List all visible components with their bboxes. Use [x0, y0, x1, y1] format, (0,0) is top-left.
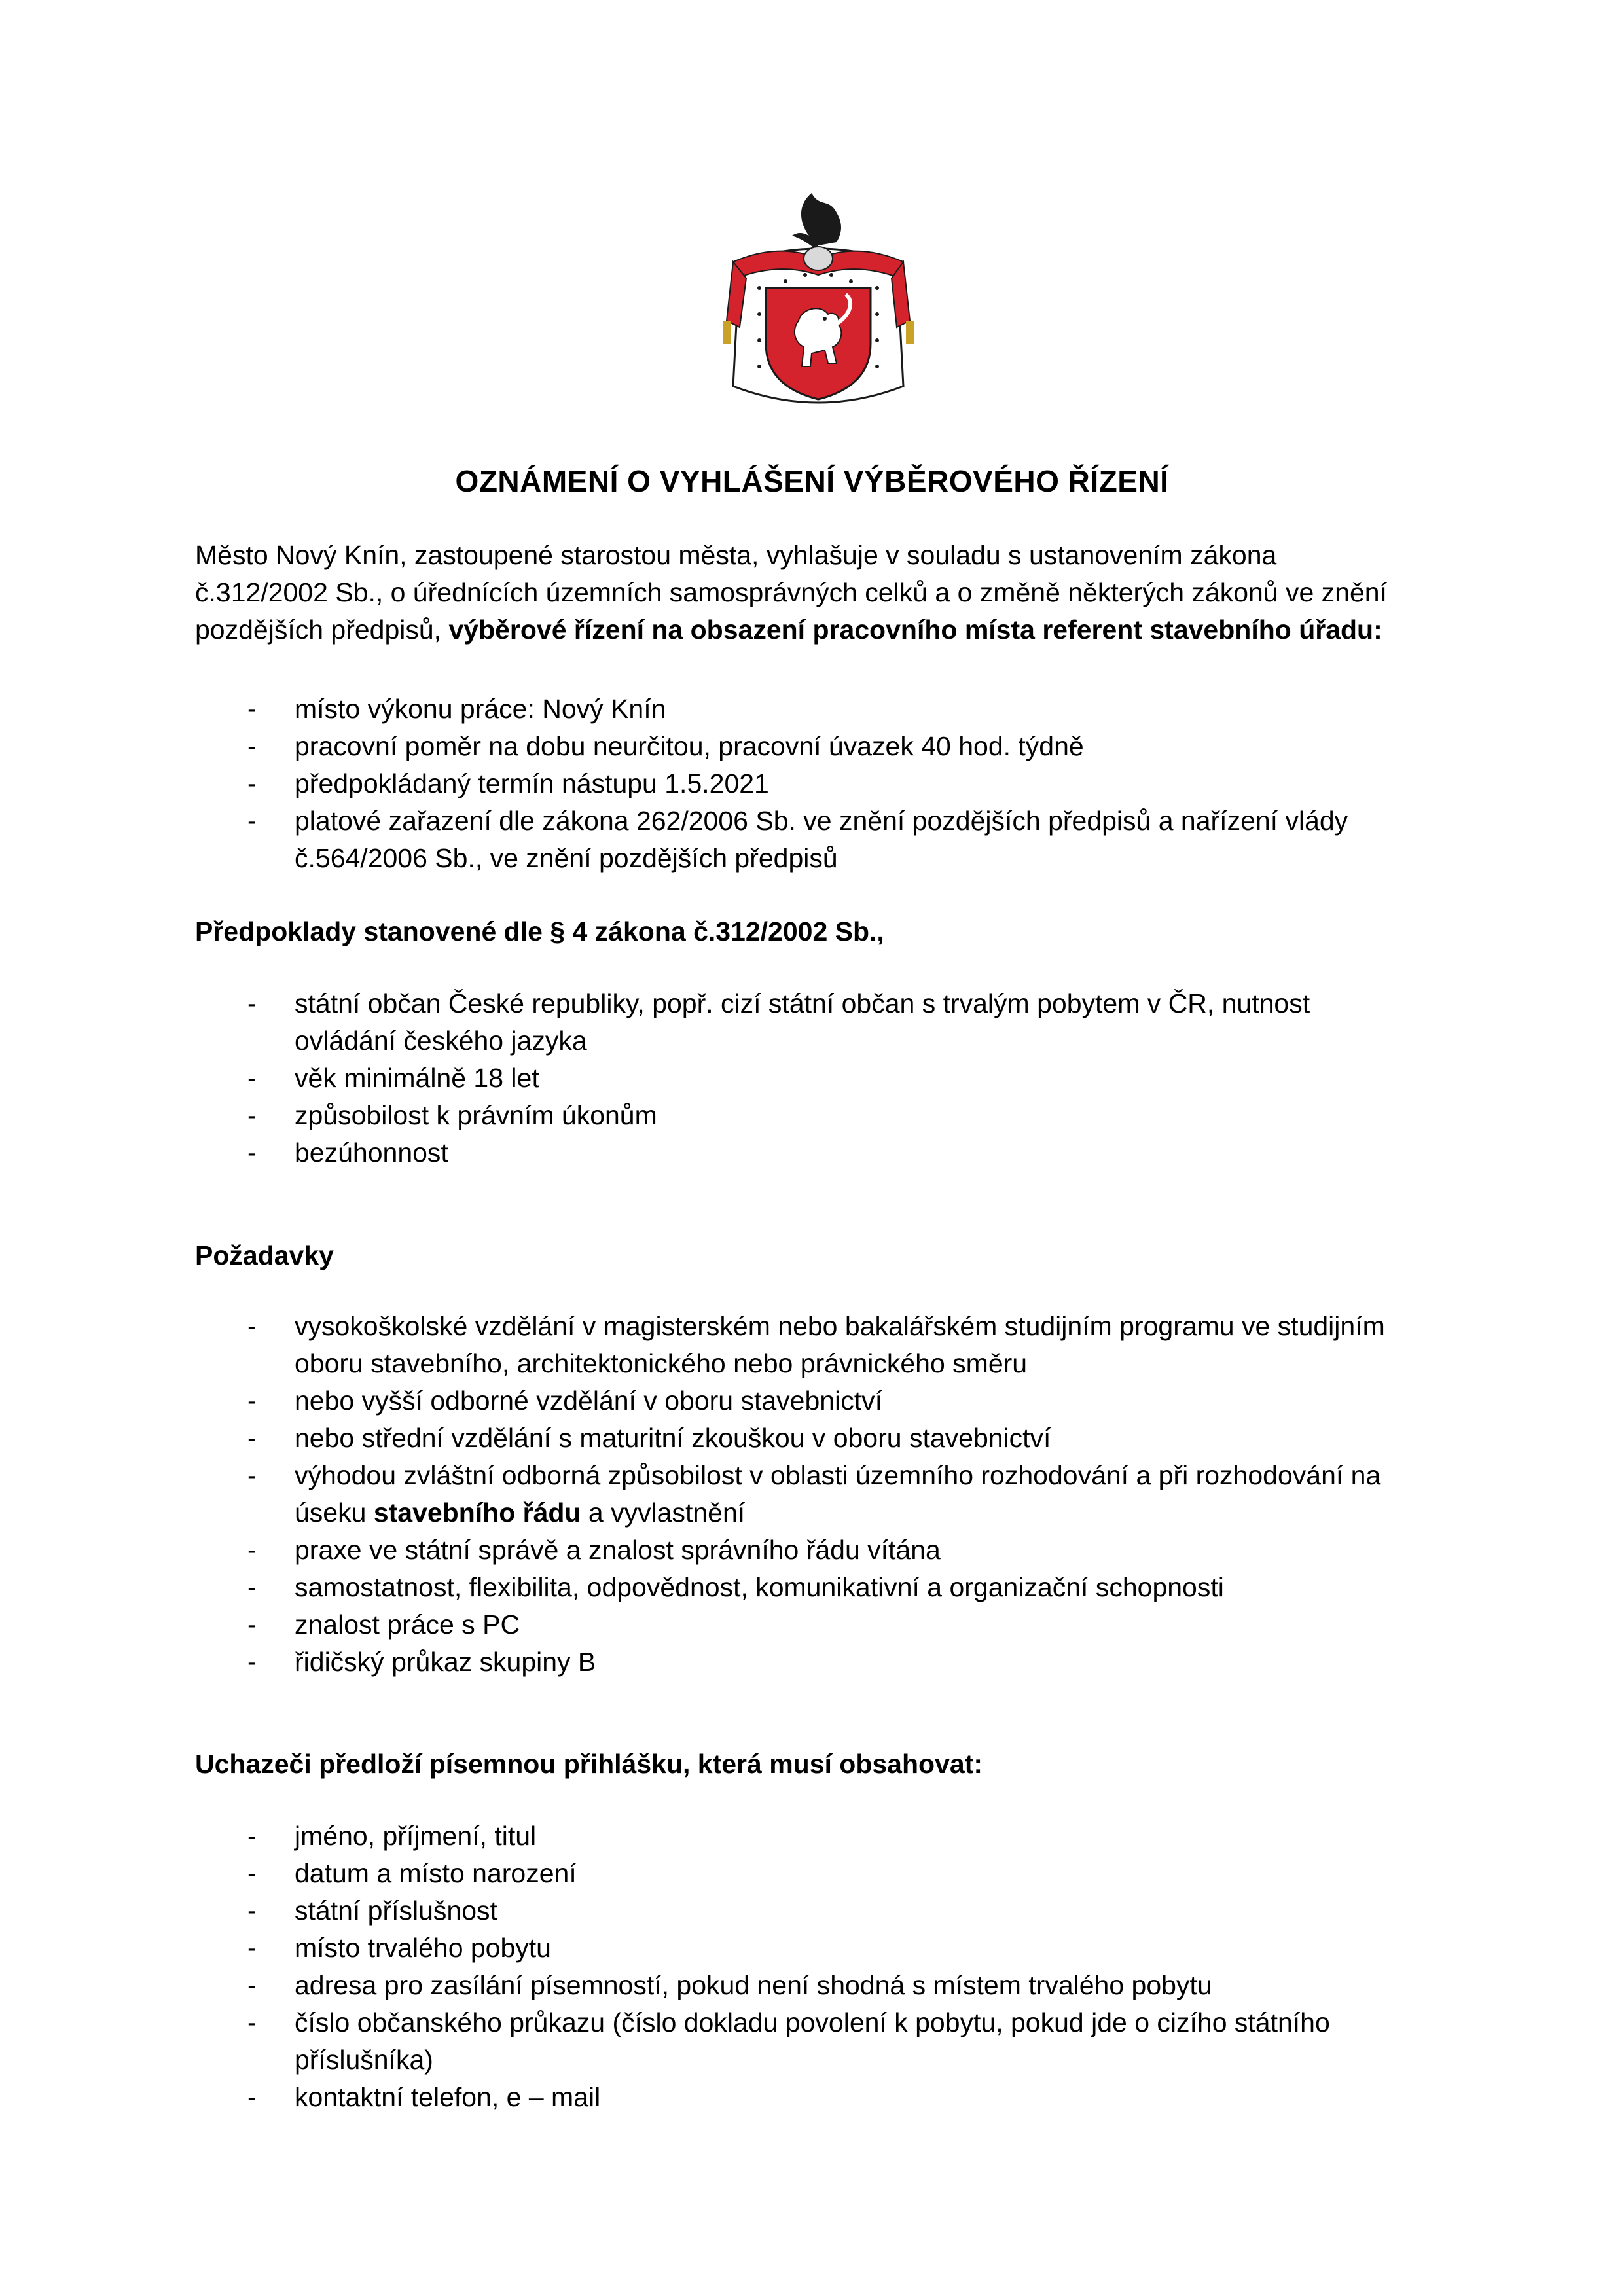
list-item-text: příslušníka): [295, 2045, 433, 2075]
intro-line: [195, 611, 1439, 649]
list-dash: -: [247, 988, 257, 1018]
list-item-text: způsobilost k právním úkonům: [295, 1100, 657, 1130]
list-dash: -: [247, 1535, 257, 1565]
list-item-text: věk minimálně 18 let: [295, 1063, 539, 1093]
list-item-text: vysokoškolské vzdělání v magisterském nebo bakalářském studijním programu ve studijním: [295, 1311, 1385, 1341]
list-item-text: místo trvalého pobytu: [295, 1933, 551, 1963]
list-dash: -: [247, 1609, 257, 1640]
list-item-text: místo výkonu práce: Nový Knín: [295, 694, 666, 724]
list-dash: -: [247, 1423, 257, 1453]
list-item-text: praxe ve státní správě a znalost správního řádu vítána: [295, 1535, 941, 1565]
list-item-text: úseku: [295, 1498, 374, 1528]
list-item-text: řidičský průkaz skupiny B: [295, 1647, 596, 1677]
list-item-text: datum a místo narození: [295, 1858, 577, 1888]
list-item-text: [295, 1494, 1440, 1532]
list-dash: -: [247, 1933, 257, 1963]
list-dash: -: [247, 1970, 257, 2000]
intro-line: Město Nový Knín, zastoupené starostou města, vyhlašuje v souladu s ustanovením zákona: [195, 540, 1277, 570]
list-item-text: číslo občanského průkazu (číslo dokladu povolení k pobytu, pokud jde o cizího státního: [295, 2007, 1330, 2037]
section-heading-prerequisites: Předpoklady stanovené dle § 4 zákona č.312/2002 Sb.,: [195, 916, 884, 946]
list-dash: -: [247, 1821, 257, 1851]
list-dash: -: [247, 1311, 257, 1341]
list-dash: -: [247, 1572, 257, 1602]
intro-paragraph: [195, 537, 1439, 649]
list-item-text: nebo vyšší odborné vzdělání v oboru stavebnictví: [295, 1386, 882, 1416]
intro-position-highlight: výběrové řízení na obsazení pracovního místa referent stavebního úřadu:: [448, 615, 1382, 645]
list-item-text: státní příslušnost: [295, 1895, 497, 1926]
list-dash: -: [247, 1460, 257, 1490]
list-item-text: nebo střední vzdělání s maturitní zkouškou v oboru stavebnictví: [295, 1423, 1051, 1453]
list-dash: -: [247, 806, 257, 836]
list-item-text: bezúhonnost: [295, 1138, 448, 1168]
list-dash: -: [247, 1647, 257, 1677]
list-item-text: platové zařazení dle zákona 262/2006 Sb. ve znění pozdějších předpisů a nařízení vlády: [295, 806, 1348, 836]
intro-line: č.312/2002 Sb., o úřednících územních samosprávných celků a o změně některých zákonů ve znění: [195, 577, 1387, 607]
list-item-text: výhodou zvláštní odborná způsobilost v oblasti územního rozhodování a při rozhodování na: [295, 1460, 1381, 1490]
list-dash: -: [247, 1895, 257, 1926]
list-item-text: pracovní poměr na dobu neurčitou, pracovní úvazek 40 hod. týdně: [295, 731, 1084, 761]
list-item-text: č.564/2006 Sb., ve znění pozdějších předpisů: [295, 843, 838, 873]
list-item-text: předpokládaný termín nástupu 1.5.2021: [295, 768, 769, 798]
list-dash: -: [247, 1858, 257, 1888]
list-item-text: oboru stavebního, architektonického nebo právnického směru: [295, 1348, 1028, 1378]
list-item-text: samostatnost, flexibilita, odpovědnost, komunikativní a organizační schopnosti: [295, 1572, 1224, 1602]
list-item-text: adresa pro zasílání písemností, pokud není shodná s místem trvalého pobytu: [295, 1970, 1212, 2000]
list-dash: -: [247, 768, 257, 798]
list-item-text: kontaktní telefon, e – mail: [295, 2082, 601, 2112]
list-dash: -: [247, 694, 257, 724]
list-item-text: jméno, příjmení, titul: [295, 1821, 537, 1851]
list-dash: -: [247, 1386, 257, 1416]
list-dash: -: [247, 1100, 257, 1130]
list-dash: -: [247, 2007, 257, 2037]
list-dash: -: [247, 1063, 257, 1093]
document-title: OZNÁMENÍ O VYHLÁŠENÍ VÝBĚROVÉHO ŘÍZENÍ: [455, 464, 1169, 498]
section-heading-requirements: Požadavky: [195, 1240, 334, 1270]
list-dash: -: [247, 1138, 257, 1168]
list-dash: -: [247, 2082, 257, 2112]
section-heading-application: Uchazeči předloží písemnou přihlášku, která musí obsahovat:: [195, 1749, 983, 1779]
list-dash: -: [247, 731, 257, 761]
list-item-highlight: stavebního řádu: [373, 1498, 581, 1528]
list-item-text: a vyvlastnění: [581, 1498, 746, 1528]
list-item-text: znalost práce s PC: [295, 1609, 520, 1640]
list-item-text: ovládání českého jazyka: [295, 1026, 587, 1056]
list-item-text: státní občan České republiky, popř. cizí státní občan s trvalým pobytem v ČR, nutnost: [295, 988, 1310, 1018]
intro-text: pozdějších předpisů,: [195, 615, 449, 645]
coat-of-arms-icon: [720, 190, 916, 425]
